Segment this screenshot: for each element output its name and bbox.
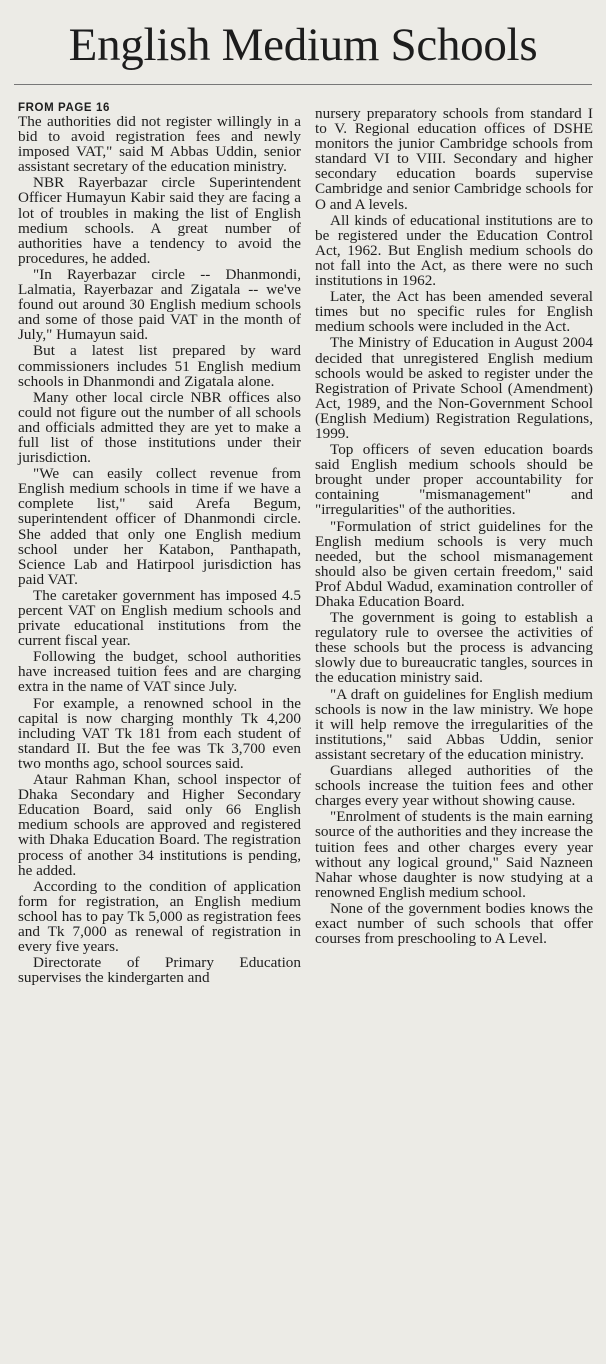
paragraph: Ataur Rahman Khan, school inspector of Dhaka Secondary and Higher Secondary Education Board, said only 66 English medium schools are approved and registered with Dhaka Education Board. The registration process of another 34 institutions is pending, he added. (18, 771, 301, 879)
headline: English Medium Schools (68, 19, 538, 71)
paragraph: The government is going to establish a regulatory rule to oversee the activities of these schools but the process is advancing slowly due to bureaucratic tangles, sources in the education ministry said. (315, 609, 593, 687)
paragraph: Many other local circle NBR offices also could not figure out the number of all schools and officials admitted they are yet to make a full list of those institutions under their jurisdiction. (18, 388, 301, 467)
paragraph: All kinds of educational institutions are to be registered under the Education Control Act, 1962. But English medium schools do not fall into the Act, as there were no such institutions in 1962. (315, 211, 593, 290)
headline-rule (14, 84, 592, 85)
left-column (18, 102, 301, 985)
paragraph: nursery preparatory schools from standard I to V. Regional education offices of DSHE monitors the junior Cambridge schools from standard VI to VIII. Secondary and higher secondary education boards supervise Cambridge and senior Cambridge schools for O and A levels. (315, 105, 593, 213)
paragraph: The authorities did not register willingly in a bid to avoid registration fees and newly imposed VAT," said M Abbas Uddin, senior assistant secretary of the education ministry. (18, 113, 301, 176)
paragraph: None of the government bodies knows the exact number of such schools that offer courses from preschooling to A Level. (315, 899, 593, 948)
paragraph: "In Rayerbazar circle -- Dhanmondi, Lalmatia, Rayerbazar and Zigatala -- we've found out around 30 English medium schools and some of those paid VAT in the month of July," Humayun said. (18, 265, 301, 344)
paragraph: The caretaker government has imposed 4.5 percent VAT on English medium schools and private educational institutions from the current fiscal year. (18, 586, 301, 650)
paragraph: "We can easily collect revenue from English medium schools in time if we have a complete list," said Arefa Begum, superintendent officer of Dhanmondi circle. She added that only one English medium school under her Katabon, Panthapath, Science Lab and Hatirpool jurisdiction has paid VAT. (18, 465, 301, 588)
paragraph: The Ministry of Education in August 2004 decided that unregistered English medium schools would be asked to register under the Registration of Private School (Amendment) Act, 1989, and the Non-Government School (English Medium) Registration Regulations, 1999. (315, 334, 593, 442)
paragraph: "Formulation of strict guidelines for the English medium schools is very much needed, but the school mismanagement should also be given certain freedom," said Prof Abdul Wadud, examination controller of Dhaka Education Board. (315, 517, 593, 610)
right-column (315, 106, 593, 946)
paragraph: Guardians alleged authorities of the schools increase the tuition fees and other charges every year without showing cause. (315, 762, 593, 810)
paragraph: NBR Rayerbazar circle Superintendent Officer Humayun Kabir said they are facing a lot of troubles in making the list of English medium schools. A great number of authorities have a tendency to avoid the procedures, he added. (18, 174, 301, 267)
paragraph: "A draft on guidelines for English medium schools is now in the law ministry. We hope it will help remove the irregularities of the institutions," said Abbas Uddin, senior assistant secretary of the education ministry. (315, 685, 593, 763)
paragraph: But a latest list prepared by ward commissioners includes 51 English medium schools in Dhanmondi and Zigatala alone. (18, 342, 301, 390)
paragraph: For example, a renowned school in the capital is now charging monthly Tk 4,200 including VAT Tk 181 from each student of standard II. But the fee was Tk 3,700 even two months ago, school sources said. (18, 694, 301, 772)
paragraph: Top officers of seven education boards said English medium schools should be brought under proper accountability for containing "mismanagement" and "irregularities" of the authorities. (315, 441, 593, 519)
paragraph: According to the condition of application form for registration, an English medium school has to pay Tk 5,000 as registration fees and Tk 7,000 as renewal of registration in every five years. (18, 877, 301, 956)
paragraph: Directorate of Primary Education supervises the kindergarten and (18, 954, 301, 987)
paragraph: Following the budget, school authorities have increased tuition fees and are charging extra in the name of VAT since July. (18, 648, 301, 696)
paragraph: "Enrolment of students is the main earning source of the authorities and they increase the tuition fees and other charges every year without any logical ground," Said Nazneen Nahar whose daughter is now studying at a renowned English medium school. (315, 808, 593, 901)
paragraph: Later, the Act has been amended several times but no specific rules for English medium schools were included in the Act. (315, 288, 593, 336)
kicker: FROM PAGE 16 (18, 102, 110, 114)
